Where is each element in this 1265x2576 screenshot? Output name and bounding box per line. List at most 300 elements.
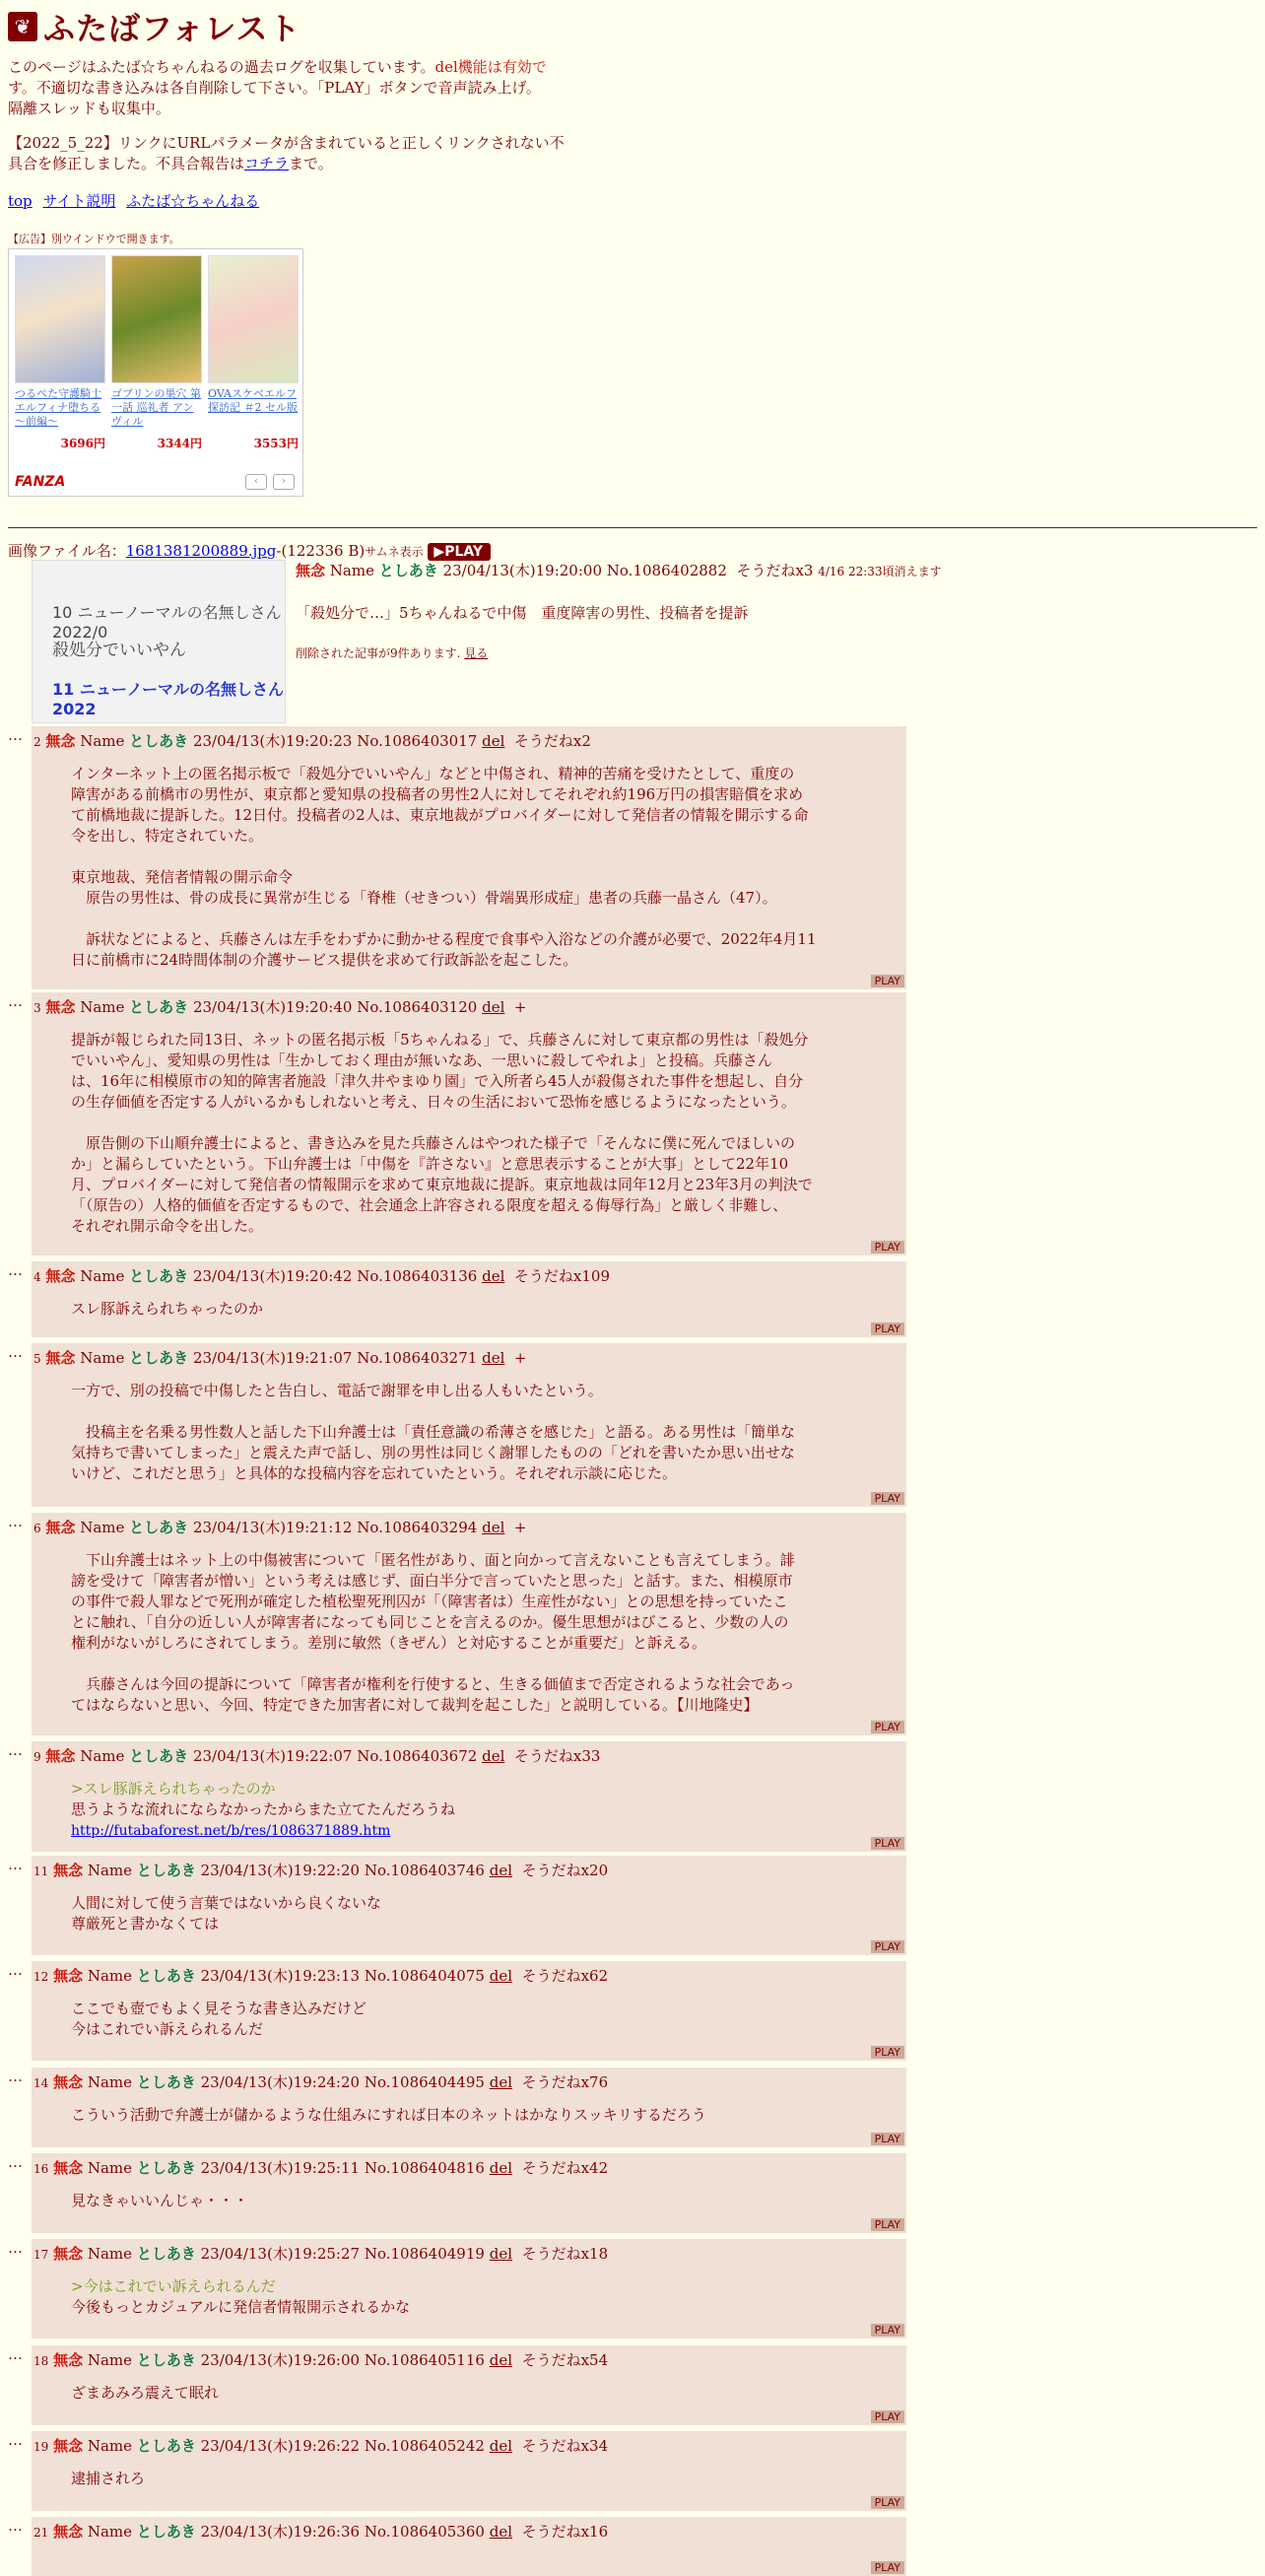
reply-line: 逮捕されろ (71, 2470, 146, 2487)
reply-line: 提訴が報じられた同13日、ネットの匿名掲示板「5ちゃんねる」で、兵藤さんに対して東京都の男性は「殺処分 (71, 1031, 809, 1049)
reply-index: 21 (33, 2526, 49, 2540)
reply-text (71, 1299, 859, 1320)
op-name-label: Name (329, 562, 374, 579)
reply-date: 23/04/13(木)19:21:07 (192, 1349, 353, 1367)
reply-subject: 無念 (53, 1862, 84, 1879)
op-number[interactable]: No.1086402882 (606, 562, 727, 579)
reply-play-button[interactable]: PLAY (871, 2046, 904, 2059)
reply-play-button[interactable]: PLAY (871, 2133, 904, 2145)
reply-text (71, 1893, 859, 1934)
reply-quote: >今はこれでい訴えられるんだ (71, 2277, 276, 2295)
reply-post (8, 2431, 906, 2511)
reply-del-link[interactable]: del (489, 2245, 513, 2263)
reply-name-label: Name (87, 2437, 133, 2455)
reply-line: は、16年に相模原市の知的障害者施設「津久井やまゆり園」で入所者ら45人が殺傷された事件を想起し、自分 (71, 1072, 804, 1090)
deleted-show-link[interactable]: 見る (464, 646, 489, 660)
reply-name-label: Name (87, 2159, 133, 2177)
reply-text (71, 1030, 859, 1237)
reply-date: 23/04/13(木)19:26:00 (200, 2351, 361, 2369)
reply-subject: 無念 (45, 998, 76, 1016)
reply-post (8, 992, 906, 1255)
reply-del-link[interactable]: del (482, 1747, 505, 1765)
reply-soudane[interactable]: + (513, 1349, 527, 1367)
op-play-button[interactable] (428, 543, 491, 561)
reply-line: 下山弁護士はネット上の中傷被害について「匿名性があり、面と向かって言えないことも言えてしまう。誹 (71, 1551, 795, 1569)
reply-header (33, 2071, 608, 2092)
reply-line: 一方で、別の投稿で中傷したと告白し、電話で謝罪を申し出る人もいたという。 (71, 1382, 603, 1399)
reply-blank-line (71, 1401, 859, 1422)
intro-line-b: す。不適切な書き込みは各自削除して下さい。「PLAY」ボタンで音声読み上げ。 (8, 79, 541, 97)
intro-line-c: 隔離スレッドも収集中。 (8, 100, 170, 117)
reply-name-label: Name (80, 998, 125, 1016)
reply-name: としあき (129, 1267, 189, 1285)
ad-label: 【広告】別ウインドウで開きます。 (8, 233, 180, 245)
reply-subject: 無念 (53, 1967, 84, 1985)
reply-line: 「（原告の）人格的価値を否定するもので、社会通念上許容される限度を超える侮辱行為」と厳しく非難し、 (71, 1196, 788, 1214)
ad-title[interactable]: つるぺた守護騎士エルフィナ堕ちる 〜前編〜 (15, 387, 101, 428)
reply-index: 14 (33, 2076, 49, 2090)
op-soudane[interactable]: そうだねx3 (736, 562, 814, 579)
reply-dots: … (8, 1513, 23, 1530)
reply-dots: … (8, 1856, 23, 1873)
reply-play-button[interactable]: PLAY (871, 1492, 904, 1505)
reply-dots: … (8, 2153, 23, 2171)
reply-play-button[interactable]: PLAY (871, 1322, 904, 1335)
reply-name-label: Name (80, 1349, 125, 1367)
reply-post (8, 2517, 906, 2576)
reply-number[interactable]: No.1086404816 (364, 2159, 485, 2177)
reply-date: 23/04/13(木)19:26:22 (200, 2437, 361, 2455)
reply-dots: … (8, 726, 23, 744)
ad-banner (8, 248, 303, 497)
reply-line: でいいやん」、愛知県の男性は「生かしておく理由が無いなあ、一思いに殺してやれよ」と投稿。兵藤さん (71, 1051, 772, 1069)
nav-top-link[interactable]: top (8, 192, 33, 210)
notice-line-a: 【2022_5_22】リンクにURLパラメータが含まれていると正しくリンクされない不 (8, 134, 565, 152)
play-icon: ▶ (433, 544, 445, 560)
ad-item[interactable] (208, 255, 299, 451)
reply-del-link[interactable]: del (482, 1519, 505, 1536)
reply-header (33, 1517, 527, 1537)
reply-soudane[interactable]: そうだねx2 (513, 732, 591, 750)
reply-name-label: Name (87, 2245, 133, 2263)
reply-text (71, 2105, 859, 2126)
reply-line: ここでも壺でもよく見そうな書き込みだけど (71, 2000, 367, 2017)
op-header (296, 560, 985, 580)
reply-header (33, 1745, 600, 1766)
reply-play-button[interactable]: PLAY (871, 975, 904, 987)
futaba-leaf-logo-icon: ❦ (8, 12, 37, 41)
reply-quote: >スレ豚訴えられちゃったのか (71, 1780, 276, 1797)
op-post (8, 540, 993, 718)
reply-header (33, 1965, 608, 1986)
reply-box (32, 1741, 906, 1852)
reply-blank-line (71, 1113, 859, 1133)
reply-box (32, 2431, 906, 2511)
reply-index: 4 (33, 1270, 41, 1284)
reply-name-label: Name (87, 2073, 133, 2091)
op-play-label: PLAY (444, 544, 484, 560)
reply-play-button[interactable]: PLAY (871, 2496, 904, 2509)
reply-play-button[interactable]: PLAY (871, 1241, 904, 1254)
reply-line: の事件で殺人罪などで死刑が確定した植松聖死刑囚が「（障害者は）生産性がない」との思想を持っていたこ (71, 1593, 788, 1610)
reply-line: 訴状などによると、兵藤さんは左手をわずかに動かせる程度で食事や入浴などの介護が必要で、2022年4月11 (71, 930, 817, 948)
thumb-note: サムネ表示 (365, 545, 424, 559)
reply-soudane[interactable]: そうだねx20 (521, 1862, 609, 1879)
reply-header (33, 2521, 608, 2542)
op-name: としあき (378, 562, 438, 579)
reply-line: 謗を受けて「障害者が憎い」という考えは感じず、面白半分で言っていたと思った」と話す。また、相模原市 (71, 1572, 793, 1590)
nav-about-link[interactable]: サイト説明 (42, 192, 116, 210)
reply-soudane[interactable]: そうだねx16 (521, 2523, 609, 2541)
reply-name-label: Name (87, 2351, 133, 2369)
reply-soudane[interactable]: そうだねx76 (521, 2073, 609, 2091)
reply-del-link[interactable]: del (489, 2073, 513, 2091)
ad-image[interactable] (111, 255, 202, 383)
reply-header (33, 1347, 527, 1368)
reply-name: としあき (136, 2073, 196, 2091)
op-text: 「殺処分で…」5ちゃんねるで中傷 重度障害の男性、投稿者を提訴 (296, 604, 749, 622)
reply-name: としあき (136, 2159, 196, 2177)
reply-header (33, 2349, 608, 2370)
reply-line: て前橋地裁に提訴した。12日付。投稿者の2人は、東京地裁がプロバイダーに対して発信者の情報を開示する命 (71, 806, 809, 824)
reply-line: それぞれ開示命令を出した。 (71, 1217, 264, 1235)
reply-date: 23/04/13(木)19:25:27 (200, 2245, 361, 2263)
reply-box (32, 992, 906, 1255)
reply-number[interactable]: No.1086404075 (364, 1967, 485, 1985)
reply-text (71, 1550, 859, 1716)
reply-play-button[interactable]: PLAY (871, 1940, 904, 1953)
reply-del-link[interactable]: del (489, 2351, 513, 2369)
ad-brand-logo: FANZA (15, 474, 66, 490)
reply-play-button[interactable]: PLAY (871, 2410, 904, 2423)
reply-line: か」と漏らしていたという。下山弁護士は「中傷を『許さない』と意思表示することが大事」として22年10 (71, 1155, 789, 1173)
reply-box (32, 2239, 906, 2339)
reply-name-label: Name (87, 2523, 133, 2541)
reply-name: としあき (136, 2351, 196, 2369)
reply-name: としあき (129, 732, 189, 750)
reply-line: 思うような流れにならなかったからまた立てたんだろうね (71, 1800, 456, 1818)
reply-number[interactable]: No.1086403120 (357, 998, 478, 1016)
reply-index: 6 (33, 1522, 41, 1535)
reply-link[interactable]: http://futabaforest.net/b/res/1086371889.htm (71, 1823, 391, 1839)
reply-date: 23/04/13(木)19:22:20 (200, 1862, 361, 1879)
reply-box (32, 1261, 906, 1337)
reply-blank-line (71, 909, 859, 929)
reply-name-label: Name (80, 1267, 125, 1285)
reply-header (33, 996, 527, 1017)
reply-soudane[interactable]: そうだねx18 (521, 2245, 609, 2263)
reply-soudane[interactable]: + (513, 998, 527, 1016)
ad-item[interactable] (111, 255, 202, 451)
op-date: 23/04/13(木)19:20:00 (442, 562, 602, 579)
reply-dots: … (8, 1261, 23, 1279)
reply-line: の生存価値を否定する人がいるかもしれないと考え、日々の生活において恐怖を感じるようになったという。 (71, 1093, 796, 1111)
reply-index: 16 (33, 2162, 49, 2176)
reply-number[interactable]: No.1086405116 (364, 2351, 485, 2369)
reply-line: とに触れ、「自分の近しい人が障害者になっても同じことを言えるのか。優生思想がはびこると、少数の人の (71, 1613, 789, 1631)
reply-number[interactable]: No.1086405242 (364, 2437, 485, 2455)
reply-text (71, 2276, 859, 2318)
reply-post (8, 2345, 906, 2425)
reply-subject: 無念 (53, 2073, 84, 2091)
reply-blank-line (71, 847, 859, 867)
file-label: 画像ファイル名： (8, 542, 126, 560)
reply-line: 投稿主を名乗る男性数人と話した下山弁護士は「責任意識の希薄さを感じた」と語る。ある男性は「簡単な (71, 1423, 796, 1441)
reply-dots: … (8, 992, 23, 1010)
reply-line: 月、プロバイダーに対して発信者の情報開示を求めて東京地裁に提訴。東京地裁は同年12月と23年3月の判決で (71, 1176, 813, 1193)
intro-del-note: del機能は有効で (434, 58, 547, 76)
reply-name-label: Name (80, 1747, 125, 1765)
reply-text (71, 2469, 859, 2489)
reply-box (32, 1343, 906, 1507)
reply-post (8, 726, 906, 989)
reply-del-link[interactable]: del (489, 1862, 513, 1879)
site-title-text: ふたばフォレスト (43, 10, 301, 47)
reply-line: こういう活動で弁護士が儲かるような仕組みにすれば日本のネットはかなりスッキリするだろう (71, 2106, 706, 2124)
reply-text (71, 2191, 859, 2211)
reply-del-link[interactable]: del (482, 998, 505, 1016)
site-title[interactable] (8, 4, 599, 49)
reply-text (71, 1779, 859, 1842)
reply-number[interactable]: No.1086404919 (364, 2245, 485, 2263)
reply-box (32, 2068, 906, 2147)
reply-box (32, 1513, 906, 1735)
reply-post (8, 1513, 906, 1735)
reply-del-link[interactable]: del (489, 2437, 513, 2455)
reply-name: としあき (129, 1519, 189, 1536)
reply-play-button[interactable]: PLAY (871, 1721, 904, 1733)
reply-header (33, 2243, 608, 2264)
ad-prev-icon[interactable]: ‹ (245, 474, 267, 490)
reply-del-link[interactable]: del (489, 2159, 513, 2177)
reply-dots: … (8, 2345, 23, 2363)
divider (8, 527, 1257, 528)
reply-dots: … (8, 2517, 23, 2535)
reply-text (71, 2383, 859, 2404)
reply-subject: 無念 (45, 1349, 76, 1367)
reply-line: 東京地裁、発信者情報の開示命令 (71, 868, 294, 886)
nav-futaba-link[interactable]: ふたば☆ちゃんねる (126, 192, 260, 210)
thumb-line: 殺処分でいいやん (52, 641, 186, 660)
reply-soudane[interactable]: そうだねx62 (521, 1967, 609, 1985)
reply-soudane[interactable]: そうだねx33 (513, 1747, 601, 1765)
reply-number[interactable]: No.1086403672 (357, 1747, 478, 1765)
reply-line: 今はこれでい訴えられるんだ (71, 2020, 264, 2038)
reply-post (8, 2239, 906, 2339)
reply-name-label: Name (87, 1862, 133, 1879)
reply-name: としあき (136, 1967, 196, 1985)
reply-post (8, 1961, 906, 2061)
notice (8, 133, 599, 174)
notice-line-c: まで。 (289, 155, 333, 172)
reply-index: 9 (33, 1750, 41, 1764)
reply-number[interactable]: No.1086403746 (364, 1862, 485, 1879)
ad-price: 3696円 (60, 437, 105, 450)
reply-name: としあき (136, 2523, 196, 2541)
reply-text (71, 1381, 859, 1484)
reply-dots: … (8, 2431, 23, 2449)
reply-line: 気持ちで書いてしまった」と震えた声で話し、別の男性は同じく謝罪したものの「どれを書いたか思い出せな (71, 1444, 795, 1461)
reply-name: としあき (129, 998, 189, 1016)
reply-line: 尊厳死と書かなくては (71, 1915, 220, 1932)
reply-subject: 無念 (53, 2159, 84, 2177)
reply-header (33, 1265, 610, 1286)
thumb-line: 10 ニューノーマルの名無しさん 2022/0 (52, 603, 282, 642)
reply-dots: … (8, 1343, 23, 1361)
reply-dots: … (8, 2068, 23, 2085)
reply-post (8, 1343, 906, 1507)
reply-line: 原告の男性は、骨の成長に異常が生じる「脊椎（せきつい）骨端異形成症」患者の兵藤一晶さん（47）。 (71, 889, 777, 907)
reply-index: 5 (33, 1352, 41, 1366)
reply-line: 障害がある前橋市の男性が、東京都と愛知県の投稿者の男性2人に対してそれぞれ約196万円の損害賠償を求め (71, 785, 804, 803)
op-thumbnail[interactable] (32, 560, 286, 723)
reply-line: 原告側の下山順弁護士によると、書き込みを見た兵藤さんはやつれた様子で「そんなに僕に死んでほしいの (71, 1134, 796, 1152)
reply-soudane[interactable]: そうだねx34 (521, 2437, 609, 2455)
reply-box (32, 1856, 906, 1955)
reply-subject: 無念 (45, 1519, 76, 1536)
reply-post (8, 2153, 906, 2233)
file-line (8, 540, 993, 561)
reply-number[interactable]: No.1086403294 (357, 1519, 478, 1536)
reply-line: 人間に対して使う言葉ではないから良くないな (71, 1894, 382, 1912)
reply-box (32, 2345, 906, 2425)
reply-line: いけど、これだと思う」と具体的な投稿内容を忘れていたという。それぞれ示談に応じた。 (71, 1464, 678, 1482)
reply-number[interactable]: No.1086404495 (364, 2073, 485, 2091)
reply-soudane[interactable]: + (513, 1519, 527, 1536)
reply-box (32, 726, 906, 989)
reply-line: インターネット上の匿名掲示板で「殺処分でいいやん」などと中傷され、精神的苦痛を受けたとして、重度の (71, 765, 795, 782)
reply-line: てはならないと思い、今回、特定できた加害者に対して裁判を起こした」と説明している。【川地隆史】 (71, 1696, 759, 1714)
reply-subject: 無念 (45, 1747, 76, 1765)
reply-name-label: Name (80, 1519, 125, 1536)
reply-post (8, 2068, 906, 2147)
reply-del-link[interactable]: del (482, 1349, 505, 1367)
reply-number[interactable]: No.1086403271 (357, 1349, 478, 1367)
reply-play-button[interactable]: PLAY (871, 2218, 904, 2231)
reply-play-button[interactable]: PLAY (871, 2561, 904, 2574)
reply-number[interactable]: No.1086405360 (364, 2523, 485, 2541)
reply-soudane[interactable]: そうだねx109 (513, 1267, 611, 1285)
reply-post (8, 1261, 906, 1337)
reply-date: 23/04/13(木)19:24:20 (200, 2073, 361, 2091)
reply-box (32, 2153, 906, 2233)
reply-subject: 無念 (53, 2437, 84, 2455)
reply-play-button[interactable]: PLAY (871, 2324, 904, 2337)
ad-item[interactable] (15, 255, 105, 451)
reply-name-label: Name (80, 732, 125, 750)
ad-image[interactable] (15, 255, 105, 383)
ad-next-icon[interactable]: › (273, 474, 295, 490)
reply-date: 23/04/13(木)19:26:36 (200, 2523, 361, 2541)
reply-soudane[interactable]: そうだねx42 (521, 2159, 609, 2177)
thumb-line: 11 ニューノーマルの名無しさん 2022 (52, 680, 285, 718)
reply-index: 11 (33, 1864, 49, 1878)
reply-date: 23/04/13(木)19:22:07 (192, 1747, 353, 1765)
reply-number[interactable]: No.1086403017 (357, 732, 478, 750)
file-size: -(122336 B) (276, 542, 366, 560)
intro-line-a: このページはふたば☆ちゃんねるの過去ログを収集しています。 (8, 58, 435, 76)
reply-dots: … (8, 1741, 23, 1759)
ad-price: 3344円 (157, 437, 202, 450)
reply-post (8, 1741, 906, 1852)
reply-del-link[interactable]: del (482, 1267, 505, 1285)
reply-box (32, 1961, 906, 2061)
reply-box (32, 2517, 906, 2576)
reply-header (33, 730, 591, 751)
intro-text (8, 57, 599, 119)
reply-date: 23/04/13(木)19:25:11 (200, 2159, 361, 2177)
reply-line: 今後もっとカジュアルに発信者情報開示されるかな (71, 2298, 411, 2316)
reply-name-label: Name (87, 1967, 133, 1985)
reply-subject: 無念 (53, 2523, 84, 2541)
reply-index: 12 (33, 1970, 49, 1984)
reply-index: 3 (33, 1001, 41, 1015)
reply-header (33, 2157, 608, 2178)
reply-line: 兵藤さんは今回の提訴について「障害者が権利を行使すると、生きる価値まで否定されるような社会であっ (71, 1675, 795, 1693)
reply-index: 17 (33, 2248, 49, 2262)
reply-date: 23/04/13(木)19:20:23 (192, 732, 353, 750)
reply-line: 権利がないがしろにされてしまう。差別に敏然（きぜん）と対応することが重要だ」と訴える。 (71, 1634, 707, 1652)
reply-subject: 無念 (45, 1267, 76, 1285)
reply-date: 23/04/13(木)19:20:40 (192, 998, 353, 1016)
reply-date: 23/04/13(木)19:23:13 (200, 1967, 361, 1985)
reply-dots: … (8, 2239, 23, 2257)
reply-name: としあき (136, 2245, 196, 2263)
reply-subject: 無念 (53, 2245, 84, 2263)
reply-index: 18 (33, 2354, 49, 2368)
reply-post (8, 1856, 906, 1955)
reply-header (33, 2435, 608, 2456)
reply-name: としあき (129, 1349, 189, 1367)
reply-line: 日に前橋市に24時間体制の介護サービス提供を求めて行政訴訟を起こした。 (71, 951, 578, 969)
reply-line: 令を出し、特定されていた。 (71, 827, 264, 845)
reply-name: としあき (136, 1862, 196, 1879)
deleted-note-text: 削除された記事が9件あります. (296, 646, 461, 660)
reply-soudane[interactable]: そうだねx54 (521, 2351, 609, 2369)
reply-line: スレ豚訴えられちゃったのか (71, 1300, 264, 1318)
reply-blank-line (71, 1654, 859, 1674)
reply-subject: 無念 (53, 2351, 84, 2369)
reply-del-link[interactable]: del (489, 2523, 513, 2541)
op-expire: 4/16 22:33頃消えます (818, 565, 942, 578)
ad-title[interactable]: OVAスケベエルフ探訪記 ＃2 セル版 (208, 387, 298, 414)
reply-subject: 無念 (45, 732, 76, 750)
reply-index: 19 (33, 2440, 49, 2454)
notice-report-link[interactable]: コチラ (244, 155, 290, 172)
reply-del-link[interactable]: del (482, 732, 505, 750)
reply-text (71, 764, 859, 971)
reply-name: としあき (129, 1747, 189, 1765)
reply-index: 2 (33, 735, 41, 749)
reply-text (71, 1999, 859, 2040)
reply-header (33, 1860, 608, 1880)
ad-image[interactable] (208, 255, 299, 383)
ad-price: 3553円 (253, 437, 299, 450)
reply-del-link[interactable]: del (489, 1967, 513, 1985)
op-body (296, 560, 985, 661)
ad-title[interactable]: ゴブリンの巣穴 第一話 巡礼者 アンヴィル (111, 387, 202, 428)
deleted-note (296, 644, 985, 661)
notice-line-b: 具合を修正しました。不具合報告は (8, 155, 245, 172)
reply-play-button[interactable]: PLAY (871, 1837, 904, 1850)
op-subject: 無念 (296, 562, 326, 579)
file-link[interactable]: 1681381200889.jpg (125, 542, 277, 560)
reply-date: 23/04/13(木)19:20:42 (192, 1267, 353, 1285)
nav-links (8, 190, 599, 211)
reply-number[interactable]: No.1086403136 (357, 1267, 478, 1285)
reply-name: としあき (136, 2437, 196, 2455)
reply-line: ざまあみろ震えて眠れ (71, 2384, 220, 2402)
